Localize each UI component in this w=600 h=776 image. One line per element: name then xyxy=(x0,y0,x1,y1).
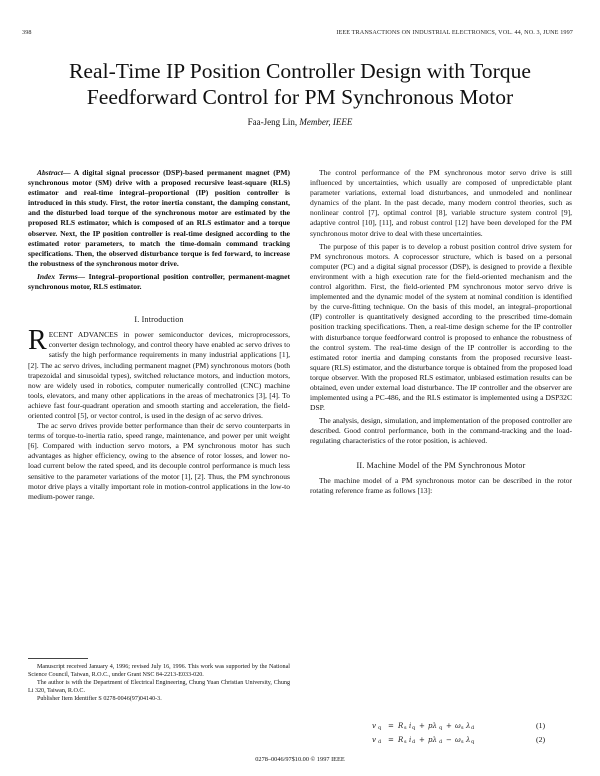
index-terms xyxy=(28,272,290,292)
section-2-heading: II. Machine Model of the PM Synchronous Motor xyxy=(356,460,526,470)
svg-text:pλ: pλ xyxy=(428,736,437,744)
equation-2-graphic xyxy=(372,734,492,744)
section-1-heading: I. Introduction xyxy=(134,315,184,325)
abstract xyxy=(28,168,290,269)
svg-text:v: v xyxy=(372,722,376,730)
svg-text:d: d xyxy=(439,739,443,744)
page-number: 398 xyxy=(22,29,32,36)
right-column xyxy=(310,168,572,496)
svg-text:q: q xyxy=(412,725,416,730)
section-2-paragraph-1: The machine model of a PM synchronous motor can be described in the rotor rotating reference frame as follows [13]: xyxy=(310,475,572,495)
svg-text:=: = xyxy=(388,722,394,730)
index-terms-label: Index Terms— xyxy=(37,271,86,281)
svg-text:i: i xyxy=(409,736,412,744)
title-line-2: Feedforward Control for PM Synchronous Motor xyxy=(86,85,514,109)
paper-title xyxy=(20,58,580,110)
right-paragraph-2: The purpose of this paper is to develop a robust position control drive system for PM synchronous motors. A coprocessor structure, which is based on a personal computer (PC) and a digital signal processor (DSP), is designed to provide a flexible environment with a high execution rate for the field-oriented mechanism and the control algorithm. First, the field-oriented PM synchronous motor servo drive is implemented and the dynamic model of the system at nominal condition is identified by the curve-fitting technique. On the basis of this model, an integral–proportional (IP) controller is quantitatively designed according to the prescribed time-domain position tracking specifications. Then, a real-time design scheme for the IP controller with disturbance torque feedforward control is proposed to enhance the robustness of the control system. The real-time design of the IP controller is according to the estimated rotor inertia and damping constants from the proposed recursive least-square (RLS) estimator, and the disturbance torque is obtained from the proposed load torque observer. With the proposed RLS estimator, unbiased estimation results can be obtained, even under external load disturbance. The IP controller and the observer are implemented using a PC-486, and the RLS estimator is implemented using a DSP32C DSP. xyxy=(310,241,572,413)
index-terms-text: Integral–proportional position controller, permanent-magnet synchronous motor, RLS estimator. xyxy=(28,271,290,292)
intro-paragraph-1 xyxy=(28,325,290,421)
svg-text:d: d xyxy=(378,739,382,744)
right-paragraph-1: The control performance of the PM synchronous motor servo drive is still influenced by uncertainties, which usually are composed of unpredictable plant parameter variations, external load disturbances, and unmodeled and nonlinear dynamics of the plant. In the past decade, many modern control theories, such as nonlinear control [7], optimal control [8], variable structure system control [9], adaptive control [10], [11], and robust control [12] have been developed for the PM synchronous motor drive to deal with these uncertainties. xyxy=(310,168,572,238)
svg-text:−: − xyxy=(446,736,452,744)
right-paragraph-3: The analysis, design, simulation, and implementation of the proposed controller are described. Good control performance, both in the command-tracking and the load-regulating characteristics of the rotor position, is achieved. xyxy=(310,416,572,446)
drop-cap: R xyxy=(28,325,47,357)
svg-text:s: s xyxy=(404,725,407,730)
svg-text:s: s xyxy=(404,739,407,744)
author-membership: Member, IEEE xyxy=(299,117,353,127)
svg-text:λ: λ xyxy=(466,722,471,730)
footnote-manuscript: Manuscript received January 4, 1996; revised July 16, 1996. This work was supported by the National Science Council, Taiwan, R.O.C., under Grant NSC 84-2213-E033-020. xyxy=(28,664,290,679)
equation-1-number: (1) xyxy=(536,721,546,730)
svg-text:ω: ω xyxy=(455,722,461,730)
intro-paragraph-1-text: ECENT ADVANCES in power semiconductor devices, microprocessors, converter design technology, and control theory have enabled ac servo drives to satisfy the high performance requirements in many industrial applications [1], [2]. The ac servo drives, including permanent magnet (PM) synchronous motors (both trapezoidal and sinusoidal types), switched reluctance motors, and induction motors, now are widely used in robotics, computer numerically controlled (CNC) machine tools, elevators, and many other applications in the areas of mechatronics [3], [4]. To achieve fast four-quadrant operation and smooth starting and acceleration, the field-oriented control [5], or vector control, is used in the design of ac servo drives. xyxy=(28,330,290,420)
left-column xyxy=(28,168,290,502)
svg-text:R: R xyxy=(398,722,404,730)
svg-text:q: q xyxy=(439,725,443,730)
svg-text:s: s xyxy=(461,739,464,744)
svg-text:ω: ω xyxy=(455,736,461,744)
svg-text:R: R xyxy=(398,736,404,744)
footnote-affiliation: The author is with the Department of Electrical Engineering, Chung Yuan Christian University, Chung Li 320, Taiwan, R.O.C. xyxy=(28,680,290,695)
equation-1 xyxy=(372,720,492,732)
svg-text:s: s xyxy=(461,725,464,730)
abstract-text: A digital signal processor (DSP)-based permanent magnet (PM) synchronous motor (SM) drive with a proposed recursive least-square (RLS) estimator and real-time integral–proportional (IP) position controller is introduced in this study. First, the rotor inertia constant, the damping constant, and the disturbed load torque of the synchronous motor are estimated by the proposed RLS estimator, which is composed of an RLS estimator and a torque observer. Next, the IP position controller is real-time designed according to the estimated rotor parameters, to match the time-domain command tracking specifications. Then, the observed disturbance torque is fed forward, to increase the robustness of the synchronous motor drive. xyxy=(28,168,290,268)
svg-text:+: + xyxy=(419,736,425,744)
journal-header: IEEE TRANSACTIONS ON INDUSTRIAL ELECTRONICS, VOL. 44, NO. 3, JUNE 1997 xyxy=(336,29,573,36)
copyright-footer: 0278–0046/97$10.00 © 1997 IEEE xyxy=(255,756,345,763)
svg-text:d: d xyxy=(471,725,475,730)
svg-text:i: i xyxy=(409,722,412,730)
equation-2-number: (2) xyxy=(536,735,546,744)
intro-paragraph-2: The ac servo drives provide better performance than their dc servo counterparts in terms of torque-to-inertia ratio, speed range, maintenance, and power per unit weight [6]. Compared with induction servo motors, a PM synchronous motor has such advantages as higher efficiency, owing to the absence of rotor losses, and lower no-load current below the rated speed, and its decouple control performance is much less sensitive to the parameter variations of the motor [1], [2]. Thus, the PM synchronous motor drive plays a vitally important role in motion-control applications in the low-to medium-power range. xyxy=(28,421,290,501)
svg-text:q: q xyxy=(378,725,382,730)
svg-text:+: + xyxy=(446,722,452,730)
svg-text:q: q xyxy=(471,739,475,744)
abstract-label: Abstract— xyxy=(37,168,71,177)
svg-text:v: v xyxy=(372,736,376,744)
equation-2 xyxy=(372,734,492,746)
title-line-1: Real-Time IP Position Controller Design with Torque xyxy=(69,59,531,83)
svg-text:d: d xyxy=(412,739,416,744)
equation-1-graphic xyxy=(372,720,492,730)
footnote-rule xyxy=(28,658,88,659)
author-line xyxy=(20,117,580,127)
footnote-publisher-id: Publisher Item Identifier S 0278-0046(97)04140-3. xyxy=(37,696,162,703)
svg-text:=: = xyxy=(388,736,394,744)
svg-text:pλ: pλ xyxy=(428,722,437,730)
author-name: Faa-Jeng Lin, xyxy=(247,117,298,127)
svg-text:λ: λ xyxy=(466,736,471,744)
footnotes xyxy=(28,663,290,703)
svg-text:+: + xyxy=(419,722,425,730)
